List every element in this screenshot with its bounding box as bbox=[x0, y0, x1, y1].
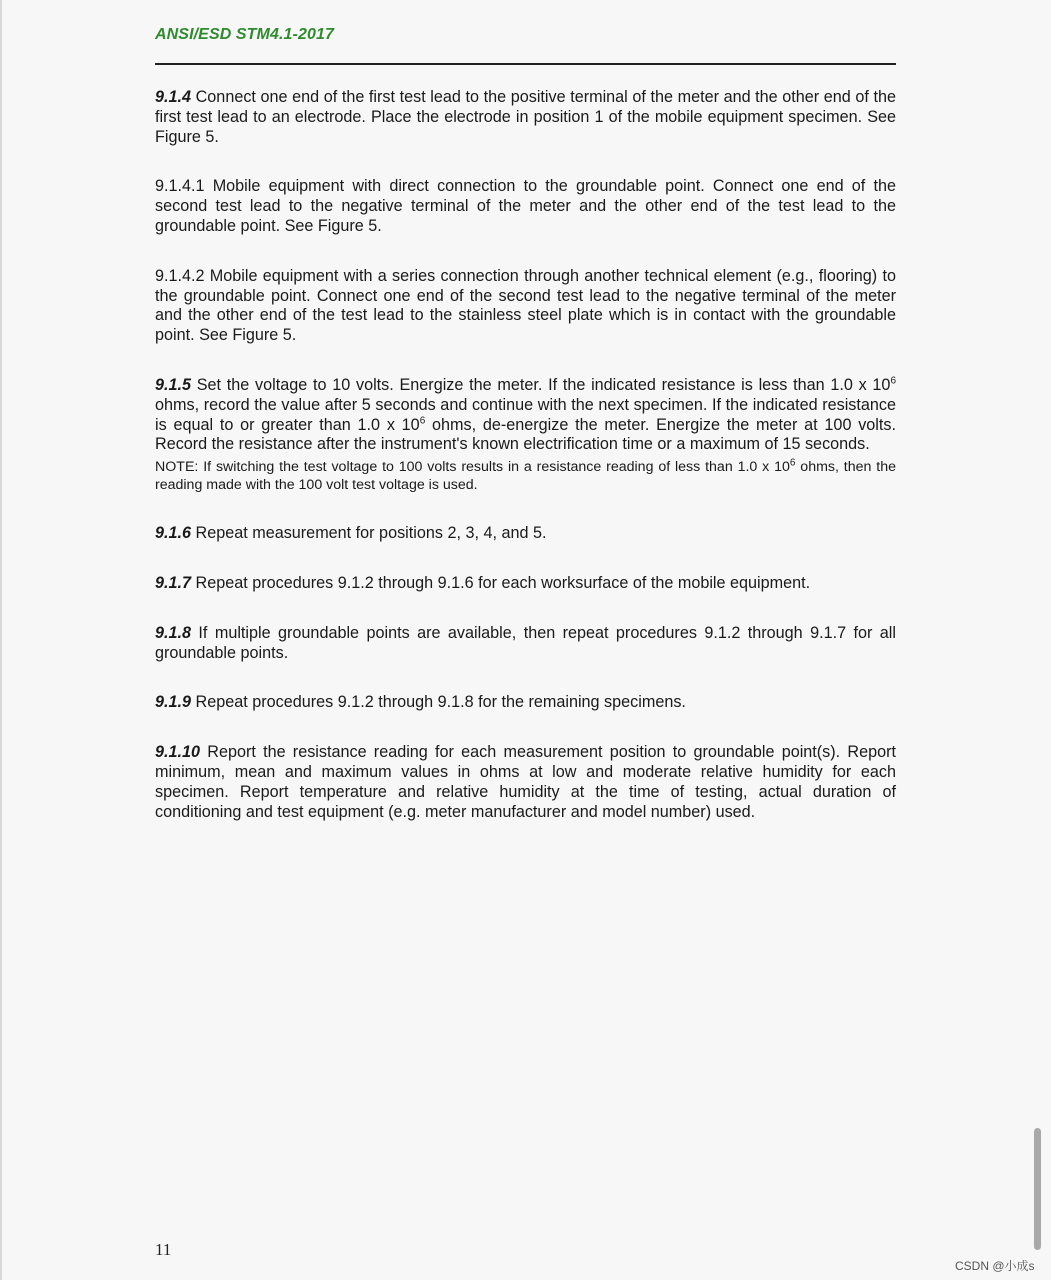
page-number: 11 bbox=[155, 1240, 172, 1259]
paragraph-text: Set the voltage to 10 volts. Energize the meter. If the indicated resistance is less than 1.0 x 10 bbox=[191, 375, 891, 394]
section-number: 9.1.10 bbox=[155, 743, 201, 762]
paragraph-text: Repeat procedures 9.1.2 through 9.1.6 for each worksurface of the mobile equipment. bbox=[191, 573, 811, 592]
document-body bbox=[155, 88, 896, 822]
paragraph-9-1-10 bbox=[155, 743, 896, 822]
paragraph-text: If multiple groundable points are available, then repeat procedures 9.1.2 through 9.1.7 for all groundable points. bbox=[155, 623, 896, 662]
paragraph-text: Report the resistance reading for each measurement position to groundable point(s). Report minimum, mean and maximum values in ohms at low and moderate relative humidity for each specimen. Report temperature and relative humidity at the time of testing, actual duration of conditioning and test equipment (e.g. meter manufacturer and model number) used. bbox=[155, 743, 896, 821]
paragraph-text: ohms, de-energize the meter. Energize the meter at 100 volts. Record the resistance after the instrument's known electrification time or a maximum of 15 seconds. bbox=[155, 415, 896, 454]
paragraph-text: ohms, record the value after 5 seconds and continue with the next specimen. If the indicated resistance is equal to or greater than 1.0 x 10 bbox=[155, 395, 896, 434]
watermark-text: CSDN @小成s bbox=[955, 1259, 1035, 1273]
note-paragraph bbox=[155, 458, 896, 494]
note-text: NOTE: If switching the test voltage to 100 volts results in a resistance reading of less than 1.0 x 10 bbox=[155, 459, 790, 476]
paragraph-text: Connect one end of the first test lead to the positive terminal of the meter and the other end of the first test lead to an electrode. Place the electrode in position 1 of the mobile equipment specimen. See Figure 5. bbox=[155, 88, 896, 146]
paragraph-9-1-5 bbox=[155, 376, 896, 455]
note-text: ohms, then the reading made with the 100 volt test voltage is used. bbox=[155, 459, 896, 494]
vertical-scrollbar-thumb[interactable] bbox=[1034, 1128, 1041, 1250]
paragraph-text: Repeat procedures 9.1.2 through 9.1.8 for the remaining specimens. bbox=[191, 693, 686, 712]
paragraph-9-1-8 bbox=[155, 624, 896, 664]
paragraph-text: Repeat measurement for positions 2, 3, 4, and 5. bbox=[191, 524, 547, 543]
section-number: 9.1.6 bbox=[155, 524, 192, 543]
exponent: 6 bbox=[789, 457, 796, 469]
header-rule bbox=[155, 63, 896, 65]
document-header-title: ANSI/ESD STM4.1-2017 bbox=[155, 26, 334, 43]
section-number: 9.1.8 bbox=[155, 623, 192, 642]
paragraph-9-1-4 bbox=[155, 88, 896, 147]
section-number: 9.1.9 bbox=[155, 693, 192, 712]
paragraph-9-1-4-1: 9.1.4.1 Mobile equipment with direct connection to the groundable point. Connect one end of the second test lead to the negative terminal of the meter and the other end of the test lead to the groundable point. See Figure 5. bbox=[155, 177, 896, 235]
exponent: 6 bbox=[890, 375, 896, 387]
paragraph-9-1-9 bbox=[155, 693, 896, 713]
section-number: 9.1.5 bbox=[155, 375, 192, 394]
exponent: 6 bbox=[419, 415, 426, 427]
paragraph-9-1-4-2: 9.1.4.2 Mobile equipment with a series connection through another technical element (e.g., flooring) to the groundable point. Connect one end of the second test lead to the negative terminal of the meter and the other end of the test lead to the stainless steel plate which is in contact with the groundable point. See Figure 5. bbox=[155, 266, 896, 345]
page-edge bbox=[0, 0, 2, 1280]
paragraph-9-1-7 bbox=[155, 574, 896, 594]
section-number: 9.1.4 bbox=[155, 88, 192, 106]
section-number: 9.1.7 bbox=[155, 573, 192, 592]
paragraph-9-1-6 bbox=[155, 524, 896, 544]
